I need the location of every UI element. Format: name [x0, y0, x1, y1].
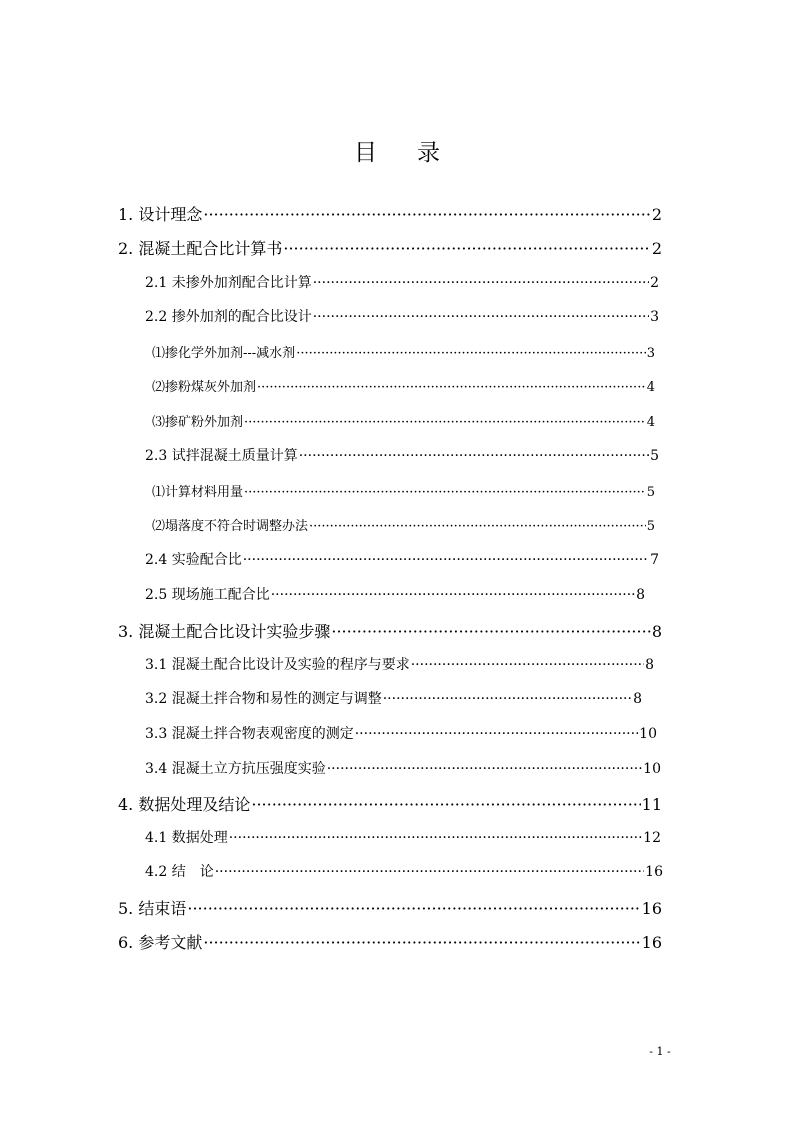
toc-leader-dots	[327, 761, 642, 777]
toc-entry-page: 5	[646, 485, 655, 500]
toc-entry-label: 2.5 现场施工配合比	[145, 587, 270, 603]
toc-entry-page: 11	[641, 795, 662, 814]
toc-entry-3[interactable]	[118, 619, 662, 642]
toc-leader-dots	[355, 726, 638, 742]
toc-leader-dots	[243, 552, 649, 568]
toc-leader-dots	[271, 587, 635, 603]
toc-entry-page: 3	[646, 346, 655, 361]
toc-leader-dots	[257, 380, 646, 395]
toc-entry-page: 10	[643, 761, 661, 777]
toc-entry-2-2-3[interactable]	[152, 411, 655, 430]
toc-entry-label: ⑴计算材料用量	[152, 485, 244, 500]
toc-entry-label: 3.4 混凝土立方抗压强度实验	[145, 761, 326, 777]
page-title-right: 录	[417, 140, 440, 166]
toc-entry-2-2-1[interactable]	[152, 342, 655, 361]
toc-entry-label: 4.1 数据处理	[145, 830, 228, 846]
toc-entry-3-2[interactable]	[145, 688, 642, 708]
toc-entry-page: 8	[633, 691, 642, 707]
toc-entry-page: 8	[636, 587, 645, 603]
toc-entry-page: 16	[641, 899, 662, 918]
toc-leader-dots	[411, 657, 644, 673]
toc-entry-3-4[interactable]	[145, 758, 661, 778]
toc-leader-dots	[283, 239, 650, 258]
toc-entry-page: 3	[650, 309, 659, 325]
toc-entry-label: 5. 结束语	[118, 899, 187, 918]
toc-leader-dots	[313, 275, 649, 291]
toc-entry-label: 2.4 实验配合比	[145, 552, 242, 568]
toc-leader-dots	[296, 346, 646, 361]
toc-entry-6[interactable]	[118, 930, 662, 953]
toc-entry-label: 3. 混凝土配合比设计实验步骤	[118, 622, 331, 641]
toc-entry-page: 5	[650, 448, 659, 464]
toc-entry-page: 4	[646, 380, 655, 395]
toc-entry-page: 5	[646, 519, 655, 534]
toc-entry-page: 10	[639, 726, 657, 742]
page-number: - 1 -	[649, 1045, 671, 1058]
toc-entry-4[interactable]	[118, 792, 662, 815]
toc-leader-dots	[383, 691, 632, 707]
toc-entry-page: 2	[651, 205, 662, 224]
toc-entry-label: 2.1 未掺外加剂配合比计算	[145, 275, 312, 291]
toc-entry-2-1[interactable]	[145, 272, 659, 292]
toc-entry-label: 3.3 混凝土拌合物表观密度的测定	[145, 726, 354, 742]
toc-entry-3-1[interactable]	[145, 654, 654, 674]
toc-entry-1[interactable]	[118, 202, 662, 225]
toc-entry-label: 2.3 试拌混凝土质量计算	[145, 448, 298, 464]
toc-leader-dots	[215, 864, 644, 880]
toc-entry-page: 12	[643, 830, 661, 846]
toc-entry-label: ⑵掺粉煤灰外加剂	[152, 380, 257, 395]
toc-entry-2[interactable]	[118, 236, 662, 259]
toc-entry-label: 3.2 混凝土拌合物和易性的测定与调整	[145, 691, 382, 707]
toc-leader-dots	[203, 933, 640, 952]
toc-entry-2-2[interactable]	[145, 306, 659, 326]
page-title	[0, 134, 794, 167]
toc-leader-dots	[309, 519, 646, 534]
toc-entry-2-3-2[interactable]	[152, 515, 655, 534]
toc-entry-2-3[interactable]	[145, 445, 659, 465]
toc-leader-dots	[187, 899, 640, 918]
toc-entry-label: 1. 设计理念	[118, 205, 203, 224]
toc-entry-label: 2.2 掺外加剂的配合比设计	[145, 309, 312, 325]
toc-entry-3-3[interactable]	[145, 723, 657, 743]
toc-entry-4-2[interactable]	[145, 861, 663, 881]
toc-entry-4-1[interactable]	[145, 827, 661, 847]
toc-entry-5[interactable]	[118, 896, 662, 919]
toc-entry-page: 7	[650, 552, 659, 568]
toc-entry-page: 2	[650, 275, 659, 291]
toc-leader-dots	[203, 205, 650, 224]
toc-entry-label: 6. 参考文献	[118, 933, 203, 952]
toc-entry-2-4[interactable]	[145, 549, 659, 569]
toc-entry-page: 8	[651, 622, 662, 641]
toc-leader-dots	[229, 830, 642, 846]
toc-entry-page: 4	[646, 415, 655, 430]
toc-leader-dots	[313, 309, 649, 325]
toc-entry-label: ⑶掺矿粉外加剂	[152, 415, 244, 430]
toc-entry-2-5[interactable]	[145, 584, 645, 604]
toc-entry-label: 4. 数据处理及结论	[118, 795, 251, 814]
toc-entry-2-3-1[interactable]	[152, 481, 655, 500]
page-title-left: 目	[354, 140, 377, 166]
toc-entry-label: 3.1 混凝土配合比设计及实验的程序与要求	[145, 657, 410, 673]
toc-entry-label: ⑵塌落度不符合时调整办法	[152, 519, 309, 534]
toc-entry-label: 4.2 结 论	[145, 864, 214, 880]
toc-entry-2-2-2[interactable]	[152, 376, 655, 395]
toc-entry-label: 2. 混凝土配合比计算书	[118, 239, 283, 258]
toc-leader-dots	[299, 448, 649, 464]
toc-entry-page: 8	[645, 657, 654, 673]
toc-entry-label: ⑴掺化学外加剂---减水剂	[152, 346, 296, 361]
toc-leader-dots	[251, 795, 640, 814]
toc-entry-page: 2	[651, 239, 662, 258]
toc-leader-dots	[331, 622, 650, 641]
toc-entry-page: 16	[645, 864, 663, 880]
toc-leader-dots	[244, 485, 646, 500]
toc-entry-page: 16	[641, 933, 662, 952]
toc-leader-dots	[244, 415, 646, 430]
